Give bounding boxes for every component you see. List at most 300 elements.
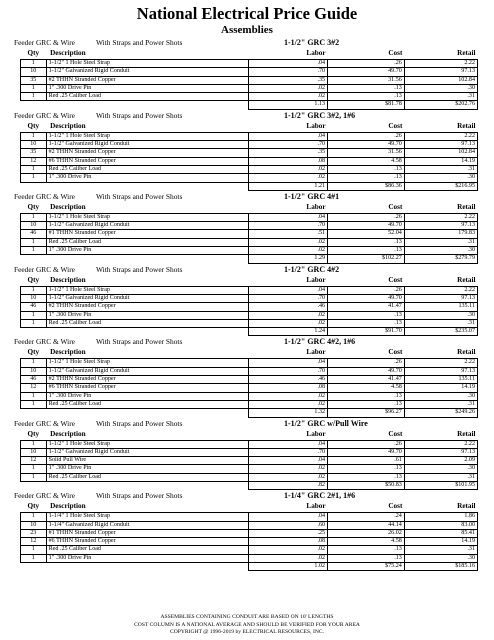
labor-cell: .25 — [248, 529, 327, 537]
labor-cell: .70 — [248, 222, 327, 230]
retail-cell: 102.84 — [404, 149, 477, 157]
cost-cell: .13 — [328, 319, 405, 327]
labor-cell: .70 — [248, 141, 327, 149]
section-assembly-name: 1-1/2" GRC 4#2 — [284, 264, 340, 274]
description-cell: 1-1/2" 1 Hole Steel Strap — [46, 213, 248, 221]
cost-cell: 26.02 — [328, 529, 405, 537]
column-header-qty: Qty — [27, 429, 40, 438]
blank-cell — [21, 563, 47, 571]
qty-cell: 10 — [21, 294, 47, 302]
retail-cell: .31 — [404, 473, 477, 481]
cost-cell: .13 — [328, 546, 405, 554]
retail-cell: 2.22 — [404, 60, 477, 68]
qty-cell: 1 — [21, 84, 47, 92]
description-cell: Red .25 Caliber Load — [46, 546, 248, 554]
retail-cell: 14.19 — [404, 384, 477, 392]
labor-cell: .04 — [248, 513, 327, 521]
labor-cell: .04 — [248, 60, 327, 68]
column-header-qty: Qty — [27, 202, 40, 211]
blank-cell — [46, 481, 248, 489]
cost-cell: .13 — [328, 392, 405, 400]
cost-cell: 52.04 — [328, 230, 405, 238]
section-header — [14, 418, 480, 429]
cost-cell: .26 — [328, 286, 405, 294]
retail-cell: 83.00 — [404, 521, 477, 529]
retail-cell: .30 — [404, 247, 477, 255]
blank-cell — [46, 328, 248, 336]
blank-cell — [46, 409, 248, 417]
labor-cell: .02 — [248, 392, 327, 400]
total-labor: 1.13 — [248, 101, 327, 109]
labor-cell: .02 — [248, 546, 327, 554]
total-cost: $50.83 — [328, 481, 405, 489]
total-cost: $75.24 — [328, 563, 405, 571]
retail-cell: 85.41 — [404, 529, 477, 537]
cost-cell: .13 — [328, 84, 405, 92]
description-cell: Red .25 Caliber Load — [46, 165, 248, 173]
column-header-description: Description — [50, 348, 86, 357]
retail-cell: .31 — [404, 546, 477, 554]
table-header-row — [21, 202, 478, 214]
column-header-cost: Cost — [388, 348, 403, 357]
description-cell: 1-1/2" 1 Hole Steel Strap — [46, 60, 248, 68]
labor-cell: .02 — [248, 465, 327, 473]
column-header-labor: Labor — [306, 49, 326, 57]
total-cost: $81.78 — [328, 101, 405, 109]
assembly-section — [14, 336, 480, 417]
table-row — [21, 392, 478, 400]
total-labor: .82 — [248, 481, 327, 489]
qty-cell: 1 — [21, 165, 47, 173]
retail-cell: .30 — [404, 392, 477, 400]
description-cell: #2 THHN Stranded Copper — [46, 76, 248, 84]
cost-cell: .26 — [328, 213, 405, 221]
table-header-row — [21, 48, 478, 60]
page-title: National Electrical Price Guide — [136, 4, 358, 23]
qty-cell: 1 — [21, 213, 47, 221]
qty-cell: 35 — [21, 76, 47, 84]
labor-cell: .02 — [248, 400, 327, 408]
table-row — [21, 84, 478, 92]
retail-cell: 2.22 — [404, 132, 477, 140]
total-row — [21, 481, 478, 489]
table-row — [21, 174, 478, 182]
section-category: Feeder GRC & Wire — [14, 191, 75, 201]
section-assembly-name: 1-1/2" GRC 3#2, 1#6 — [284, 110, 356, 120]
retail-cell: .31 — [404, 400, 477, 408]
total-labor: 1.24 — [248, 328, 327, 336]
description-cell: Red .25 Caliber Load — [46, 93, 248, 101]
assembly-section — [14, 418, 480, 491]
total-cost: $91.70 — [328, 328, 405, 336]
qty-cell: 1 — [21, 554, 47, 562]
qty-cell: 46 — [21, 376, 47, 384]
table-row — [21, 165, 478, 173]
retail-cell: 135.11 — [404, 303, 477, 311]
description-cell: 1" .300 Drive Pin — [46, 84, 248, 92]
cost-cell: .13 — [328, 311, 405, 319]
section-assembly-name: 1-1/2" GRC w/Pull Wire — [284, 418, 368, 428]
column-header-labor: Labor — [306, 202, 326, 211]
table-row — [21, 457, 478, 465]
footer-line: COST COLUMN IS A NATIONAL AVERAGE AND SHOULD BE VERIFIED FOR YOUR AREA — [134, 621, 360, 628]
column-header-description: Description — [50, 121, 86, 130]
retail-cell: .30 — [404, 554, 477, 562]
qty-cell: 10 — [21, 367, 47, 375]
assembly-table — [20, 202, 478, 264]
table-row — [21, 440, 478, 448]
cost-cell: .13 — [328, 400, 405, 408]
table-row — [21, 132, 478, 140]
column-header-qty: Qty — [27, 275, 40, 284]
table-row — [21, 76, 478, 84]
column-header-cost: Cost — [388, 275, 403, 284]
retail-cell: .30 — [404, 174, 477, 182]
table-row — [21, 213, 478, 221]
table-row — [21, 546, 478, 554]
qty-cell: 1 — [21, 400, 47, 408]
blank-cell — [21, 101, 47, 109]
retail-cell: .31 — [404, 238, 477, 246]
cost-cell: .61 — [328, 457, 405, 465]
labor-cell: .04 — [248, 132, 327, 140]
total-retail: $185.16 — [404, 563, 477, 571]
labor-cell: .02 — [248, 174, 327, 182]
description-cell: 1" .300 Drive Pin — [46, 392, 248, 400]
table-header-row — [21, 275, 478, 287]
cost-cell: 4.58 — [328, 384, 405, 392]
description-cell: Red .25 Caliber Load — [46, 473, 248, 481]
section-detail: With Straps and Power Shots — [96, 418, 183, 428]
qty-cell: 1 — [21, 238, 47, 246]
assembly-table — [20, 48, 478, 110]
labor-cell: .35 — [248, 76, 327, 84]
labor-cell: .08 — [248, 157, 327, 165]
retail-cell: 1.86 — [404, 513, 477, 521]
cost-cell: .13 — [328, 554, 405, 562]
retail-cell: .30 — [404, 84, 477, 92]
total-row — [21, 563, 478, 571]
retail-cell: 2.22 — [404, 440, 477, 448]
description-cell: 1-1/2" 1 Hole Steel Strap — [46, 132, 248, 140]
column-header-retail: Retail — [457, 502, 476, 511]
retail-cell: .31 — [404, 319, 477, 327]
cost-cell: .13 — [328, 174, 405, 182]
table-row — [21, 367, 478, 375]
total-row — [21, 101, 478, 109]
qty-cell: 12 — [21, 384, 47, 392]
qty-cell: 1 — [21, 513, 47, 521]
retail-cell: 14.19 — [404, 538, 477, 546]
section-detail: With Straps and Power Shots — [96, 264, 183, 274]
assembly-table — [20, 275, 478, 337]
assembly-table — [20, 347, 478, 417]
table-row — [21, 400, 478, 408]
total-cost: $102.27 — [328, 255, 405, 263]
qty-cell: 1 — [21, 60, 47, 68]
blank-cell — [46, 563, 248, 571]
qty-cell: 12 — [21, 157, 47, 165]
table-row — [21, 238, 478, 246]
labor-cell: .04 — [248, 359, 327, 367]
retail-cell: 2.22 — [404, 213, 477, 221]
section-header — [14, 490, 480, 501]
qty-cell: 1 — [21, 546, 47, 554]
blank-cell — [46, 101, 248, 109]
column-header-cost: Cost — [388, 202, 403, 211]
description-cell: 1" .300 Drive Pin — [46, 311, 248, 319]
cost-cell: .26 — [328, 60, 405, 68]
column-header-description: Description — [50, 49, 86, 57]
section-assembly-name: 1-1/2" GRC 4#1 — [284, 191, 340, 201]
table-row — [21, 149, 478, 157]
total-retail: $216.95 — [404, 182, 477, 190]
blank-cell — [46, 182, 248, 190]
cost-cell: 49.70 — [328, 294, 405, 302]
table-row — [21, 141, 478, 149]
cost-cell: 49.70 — [328, 367, 405, 375]
description-cell: 1" .300 Drive Pin — [46, 554, 248, 562]
section-detail: With Straps and Power Shots — [96, 491, 183, 501]
footer-line: ASSEMBLIES CONTAINING CONDUIT ARE BASED ON 10' LENGTHS — [160, 614, 334, 620]
cost-cell: .13 — [328, 165, 405, 173]
qty-cell: 10 — [21, 521, 47, 529]
retail-cell: 14.19 — [404, 157, 477, 165]
blank-cell — [46, 255, 248, 263]
labor-cell: .02 — [248, 311, 327, 319]
column-header-description: Description — [50, 429, 86, 438]
qty-cell: 1 — [21, 319, 47, 327]
table-header-row — [21, 429, 478, 441]
description-cell: 1-1/2" Galvanized Rigid Conduit — [46, 448, 248, 456]
description-cell: #6 THHN Stranded Copper — [46, 157, 248, 165]
blank-cell — [21, 409, 47, 417]
cost-cell: 31.56 — [328, 149, 405, 157]
column-header-retail: Retail — [457, 202, 476, 211]
retail-cell: 179.83 — [404, 230, 477, 238]
labor-cell: .46 — [248, 303, 327, 311]
assembly-section — [14, 110, 480, 191]
qty-cell: 1 — [21, 247, 47, 255]
assembly-sections — [0, 37, 494, 571]
retail-cell: 2.22 — [404, 359, 477, 367]
retail-cell: 2.22 — [404, 286, 477, 294]
labor-cell: .02 — [248, 247, 327, 255]
cost-cell: .13 — [328, 238, 405, 246]
labor-cell: .70 — [248, 294, 327, 302]
table-row — [21, 68, 478, 76]
table-row — [21, 538, 478, 546]
table-row — [21, 60, 478, 68]
section-header — [14, 336, 480, 347]
blank-cell — [21, 182, 47, 190]
assembly-table — [20, 429, 478, 491]
qty-cell: 46 — [21, 303, 47, 311]
table-row — [21, 521, 478, 529]
column-header-retail: Retail — [457, 275, 476, 284]
table-row — [21, 448, 478, 456]
description-cell: Solid Pull Wire — [46, 457, 248, 465]
section-category: Feeder GRC & Wire — [14, 491, 75, 501]
labor-cell: .02 — [248, 165, 327, 173]
cost-cell: .13 — [328, 465, 405, 473]
retail-cell: 97.13 — [404, 448, 477, 456]
table-header-row — [21, 347, 478, 359]
table-row — [21, 286, 478, 294]
labor-cell: .02 — [248, 319, 327, 327]
column-header-labor: Labor — [306, 429, 326, 438]
section-header — [14, 110, 480, 121]
retail-cell: .31 — [404, 165, 477, 173]
column-header-cost: Cost — [388, 502, 403, 511]
description-cell: 1" .300 Drive Pin — [46, 247, 248, 255]
column-header-description: Description — [50, 275, 86, 284]
total-retail: $101.95 — [404, 481, 477, 489]
column-header-cost: Cost — [388, 49, 403, 57]
footer-line: COPYRIGHT @ 1996-2019 by ELECTRICAL RESOURCES, INC. — [169, 629, 324, 636]
column-header-labor: Labor — [306, 121, 326, 130]
page-subtitle: Assemblies — [221, 24, 273, 36]
labor-cell: .02 — [248, 473, 327, 481]
labor-cell: .04 — [248, 440, 327, 448]
description-cell: 1-1/2" Galvanized Rigid Conduit — [46, 141, 248, 149]
total-cost: $96.27 — [328, 409, 405, 417]
section-header — [14, 264, 480, 275]
description-cell: 1-1/4" Galvanized Rigid Conduit — [46, 521, 248, 529]
retail-cell: .30 — [404, 465, 477, 473]
qty-cell: 1 — [21, 311, 47, 319]
labor-cell: .70 — [248, 68, 327, 76]
table-row — [21, 384, 478, 392]
total-row — [21, 182, 478, 190]
table-row — [21, 465, 478, 473]
qty-cell: 12 — [21, 457, 47, 465]
section-detail: With Straps and Power Shots — [96, 38, 183, 47]
qty-cell: 10 — [21, 141, 47, 149]
blank-cell — [21, 255, 47, 263]
labor-cell: .46 — [248, 376, 327, 384]
column-header-retail: Retail — [457, 348, 476, 357]
column-header-cost: Cost — [388, 429, 403, 438]
cost-cell: .26 — [328, 359, 405, 367]
section-category: Feeder GRC & Wire — [14, 110, 75, 120]
cost-cell: 49.70 — [328, 448, 405, 456]
cost-cell: 49.70 — [328, 222, 405, 230]
retail-cell: 2.09 — [404, 457, 477, 465]
section-header — [14, 37, 480, 48]
table-row — [21, 222, 478, 230]
qty-cell: 10 — [21, 448, 47, 456]
footer-notes — [0, 614, 494, 637]
description-cell: 1-1/2" 1 Hole Steel Strap — [46, 440, 248, 448]
description-cell: #6 THHN Stranded Copper — [46, 384, 248, 392]
description-cell: 1" .300 Drive Pin — [46, 174, 248, 182]
section-assembly-name: 1-1/2" GRC 4#2, 1#6 — [284, 337, 356, 347]
table-row — [21, 529, 478, 537]
labor-cell: .08 — [248, 384, 327, 392]
labor-cell: .60 — [248, 521, 327, 529]
assembly-table — [20, 121, 478, 191]
total-row — [21, 328, 478, 336]
cost-cell: 49.70 — [328, 68, 405, 76]
retail-cell: 97.13 — [404, 222, 477, 230]
assembly-table — [20, 501, 478, 571]
description-cell: 1-1/2" Galvanized Rigid Conduit — [46, 68, 248, 76]
retail-cell: 97.13 — [404, 68, 477, 76]
assembly-section — [14, 191, 480, 264]
table-row — [21, 303, 478, 311]
qty-cell: 46 — [21, 230, 47, 238]
total-cost: $86.36 — [328, 182, 405, 190]
table-row — [21, 513, 478, 521]
total-row — [21, 409, 478, 417]
cost-cell: 41.47 — [328, 376, 405, 384]
table-row — [21, 319, 478, 327]
total-labor: 1.02 — [248, 563, 327, 571]
section-header — [14, 191, 480, 202]
section-detail: With Straps and Power Shots — [96, 191, 183, 201]
cost-cell: 49.70 — [328, 141, 405, 149]
section-detail: With Straps and Power Shots — [96, 337, 183, 347]
description-cell: #2 THHN Stranded Copper — [46, 376, 248, 384]
labor-cell: .04 — [248, 213, 327, 221]
labor-cell: .02 — [248, 84, 327, 92]
column-header-labor: Labor — [306, 275, 326, 284]
total-retail: $235.07 — [404, 328, 477, 336]
description-cell: 1-1/2" Galvanized Rigid Conduit — [46, 367, 248, 375]
qty-cell: 1 — [21, 93, 47, 101]
qty-cell: 1 — [21, 440, 47, 448]
description-cell: #6 THHN Stranded Copper — [46, 538, 248, 546]
cost-cell: .13 — [328, 247, 405, 255]
table-row — [21, 294, 478, 302]
retail-cell: 97.13 — [404, 294, 477, 302]
description-cell: Red .25 Caliber Load — [46, 238, 248, 246]
description-cell: 1-1/2" 1 Hole Steel Strap — [46, 359, 248, 367]
section-category: Feeder GRC & Wire — [14, 38, 75, 47]
table-row — [21, 247, 478, 255]
table-row — [21, 376, 478, 384]
column-header-description: Description — [50, 502, 86, 511]
qty-cell: 12 — [21, 538, 47, 546]
column-header-qty: Qty — [27, 121, 40, 130]
retail-cell: 97.13 — [404, 141, 477, 149]
section-category: Feeder GRC & Wire — [14, 264, 75, 274]
cost-cell: 31.56 — [328, 76, 405, 84]
table-row — [21, 359, 478, 367]
description-cell: #2 THHN Stranded Copper — [46, 303, 248, 311]
column-header-retail: Retail — [457, 429, 476, 438]
qty-cell: 35 — [21, 149, 47, 157]
section-detail: With Straps and Power Shots — [96, 110, 183, 120]
qty-cell: 1 — [21, 359, 47, 367]
description-cell: #2 THHN Stranded Copper — [46, 149, 248, 157]
table-header-row — [21, 121, 478, 133]
labor-cell: .51 — [248, 230, 327, 238]
qty-cell: 1 — [21, 286, 47, 294]
assembly-section — [14, 37, 480, 110]
description-cell: 1" .300 Drive Pin — [46, 465, 248, 473]
section-category: Feeder GRC & Wire — [14, 337, 75, 347]
labor-cell: .02 — [248, 238, 327, 246]
retail-cell: 97.13 — [404, 367, 477, 375]
total-retail: $249.26 — [404, 409, 477, 417]
section-category: Feeder GRC & Wire — [14, 418, 75, 428]
column-header-cost: Cost — [388, 121, 403, 130]
description-cell: Red .25 Caliber Load — [46, 319, 248, 327]
column-header-qty: Qty — [27, 502, 40, 511]
column-header-labor: Labor — [306, 348, 326, 357]
